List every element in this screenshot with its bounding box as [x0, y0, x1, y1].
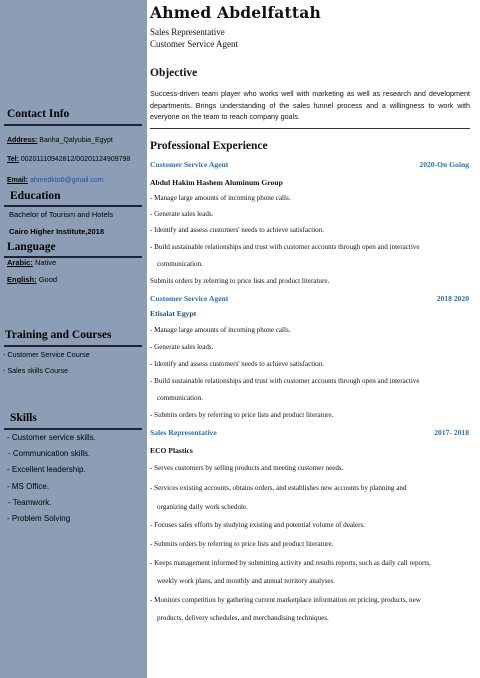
job-company: Etisalat Egypt — [150, 309, 197, 318]
language-value: Good — [38, 275, 58, 284]
tel-row — [7, 156, 154, 163]
language-value: Native — [34, 258, 57, 267]
job-role: Customer Service Agent — [150, 294, 229, 303]
education-degree: Bachelor of Tourism and Hotels — [9, 210, 114, 219]
skill-item: - Excellent leadership. — [7, 465, 86, 474]
tel-value: 00201110942812/00201124909798 — [20, 156, 131, 163]
candidate-title: Customer Service Agent — [150, 39, 238, 49]
job-date: 2020-On Going — [419, 160, 469, 169]
language-item — [7, 275, 154, 284]
job-company: ECO Plastics — [150, 446, 193, 455]
objective-text: Success-driven team player who works well with marketing as well as research and development departments. Brings understanding of the sales funnel process and a willingness to work with everyone on the team to reach company goals. — [150, 89, 470, 122]
job-line: - Manage large amounts of incoming phone calls. — [150, 194, 291, 202]
education-institute: Cairo Higher Institute,2018 — [9, 227, 105, 236]
job-line: - Focuses sales efforts by studying existing and potential volume of dealers. — [150, 521, 366, 529]
skill-item: - Problem Solving — [7, 514, 71, 523]
job-company: Abdul Hakim Hashem Aluminum Group — [150, 178, 283, 187]
job-line: Submits orders by referring to price lists and product literature. — [150, 277, 330, 285]
job-line: weekly work plans, and monthly and annual territory analyses. — [157, 577, 336, 585]
address-row — [7, 137, 154, 144]
main-content — [150, 0, 475, 678]
objective-divider — [150, 128, 470, 129]
training-item: - Sales skills Course — [3, 366, 69, 375]
language-label: English: — [7, 275, 37, 284]
language-label: Arabic: — [7, 258, 33, 267]
skill-item: - MS Office. — [7, 482, 50, 491]
candidate-name: Ahmed Abdelfattah — [150, 3, 321, 22]
training-item: - Customer Service Course — [3, 350, 90, 359]
email-label: Email: — [7, 177, 29, 184]
job-line: - Generate sales leads. — [150, 210, 214, 218]
job-role: Customer Service Agent — [150, 160, 229, 169]
contact-heading: Contact Info — [7, 108, 70, 120]
job-date: 2018 2020 — [436, 294, 469, 303]
job-line: - Build sustainable relationships and trust with customer accounts through open and interactive — [150, 377, 420, 385]
training-heading: Training and Courses — [5, 329, 112, 341]
contact-divider — [4, 124, 142, 126]
skill-item: - Communication skills. — [8, 449, 91, 458]
job-line: communication. — [157, 260, 203, 268]
job-line: - Services existing accounts, obtains orders, and establishes new accounts by planning and — [150, 484, 407, 492]
email-row — [7, 177, 154, 184]
sidebar — [0, 0, 147, 678]
language-heading: Language — [7, 241, 56, 253]
email-link[interactable]: ahmedkto6@gmail.com — [29, 177, 104, 184]
job-line: - Identify and assess customers' needs to achieve satisfaction. — [150, 226, 325, 234]
job-line: - Generate sales leads. — [150, 343, 214, 351]
education-heading: Education — [10, 190, 61, 202]
skills-heading: Skills — [10, 412, 37, 424]
experience-heading: Professional Experience — [150, 140, 268, 152]
job-line: organizing daily work schedule. — [157, 503, 248, 511]
job-line: - Submits orders by referring to price lists and product literature. — [150, 411, 334, 419]
skill-item: - Customer service skills. — [7, 433, 96, 442]
job-line: - Build sustainable relationships and trust with customer accounts through open and interactive — [150, 243, 420, 251]
tel-label: Tel: — [7, 156, 19, 163]
job-line: - Manage large amounts of incoming phone calls. — [150, 326, 291, 334]
job-line: - Monitors competition by gathering current marketplace information on pricing, products, new — [150, 596, 421, 604]
job-line: communication. — [157, 394, 203, 402]
objective-heading: Objective — [150, 67, 198, 79]
job-line: products, delivery schedules, and merchandising techniques. — [157, 614, 329, 622]
job-line: - Identify and assess customers' needs to achieve satisfaction. — [150, 360, 325, 368]
address-value: Banha_Qalyubia_Egypt — [39, 137, 113, 144]
address-label: Address: — [7, 137, 38, 144]
job-date: 2017- 2018 — [434, 428, 469, 437]
job-line: - Keeps management informed by submitting activity and results reports, such as daily call reports, — [150, 559, 431, 567]
training-divider — [4, 345, 142, 347]
skill-item: - Teamwork. — [8, 498, 52, 507]
job-role: Sales Representative — [150, 428, 217, 437]
education-divider — [4, 205, 142, 207]
skills-divider — [4, 428, 142, 430]
job-line: - Serves customers by selling products and meeting customer needs. — [150, 464, 344, 472]
candidate-title: Sales Representative — [150, 27, 225, 37]
language-item — [7, 258, 154, 267]
job-line: - Submits orders by referring to price lists and product literature. — [150, 540, 334, 548]
